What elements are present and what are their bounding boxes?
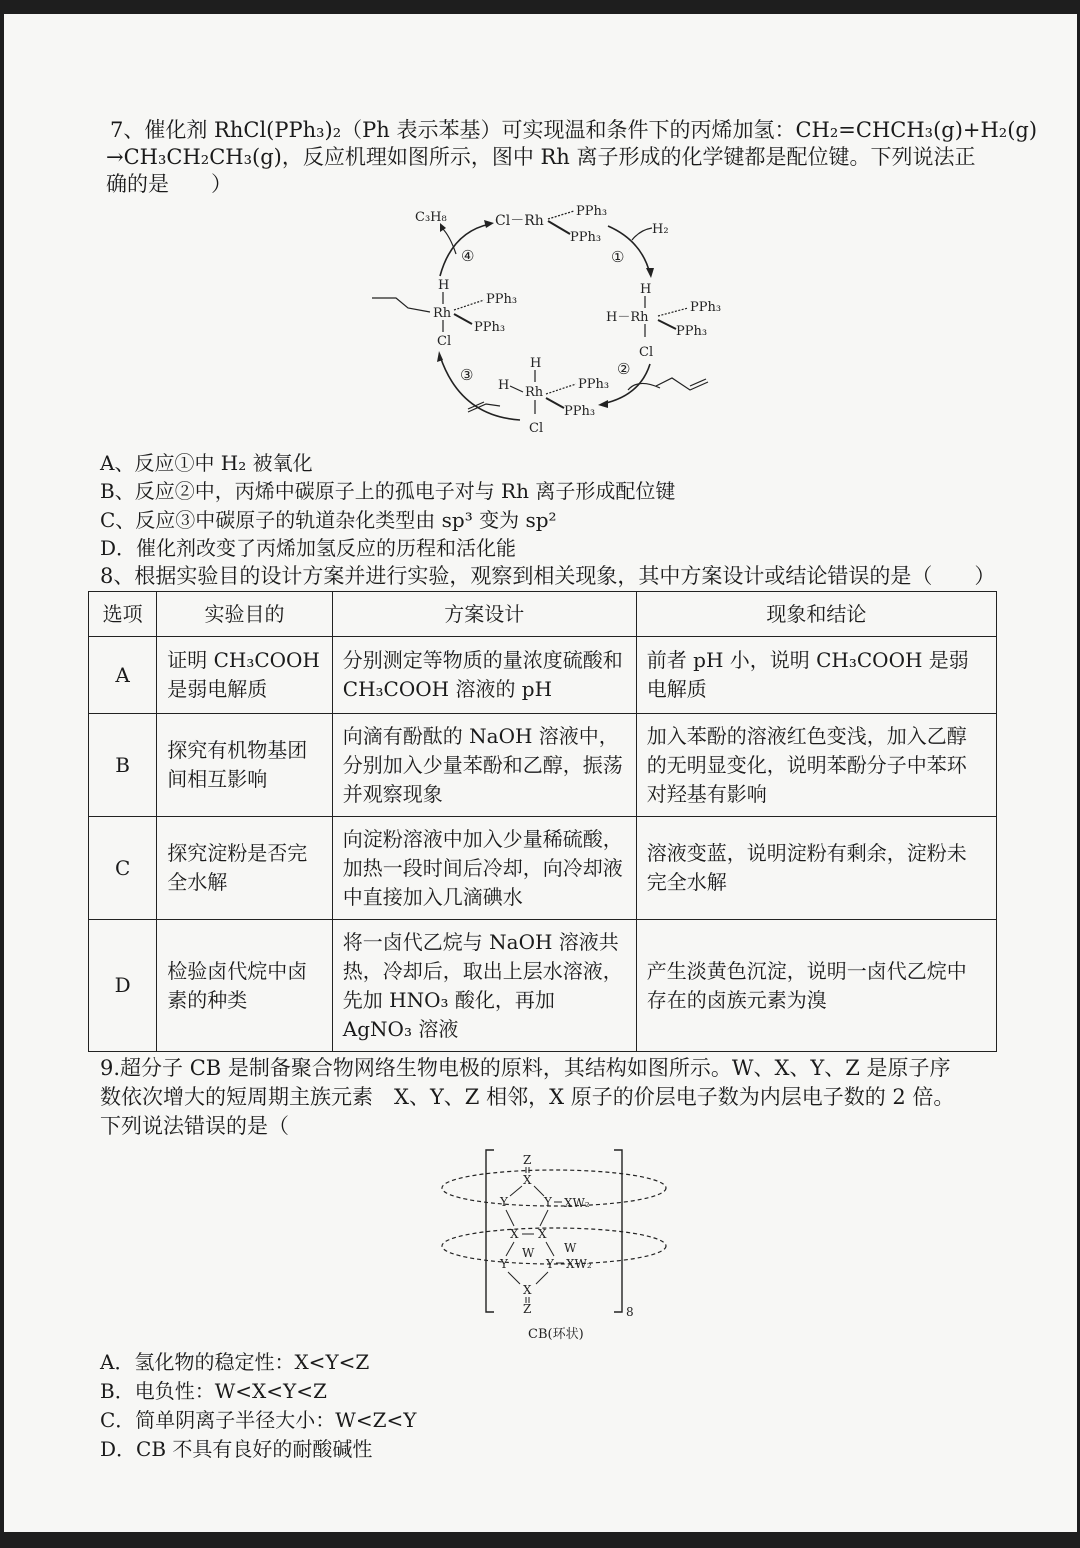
cl-label: Cl <box>437 334 452 349</box>
row-design: 将一卤代乙烷与 NaOH 溶液共热，冷却后，取出上层水溶液，先加 HNO₃ 酸化，再加 AgNO₃ 溶液 <box>332 920 636 1052</box>
row-option: A <box>89 637 157 714</box>
z-label: Z <box>523 1153 532 1167</box>
q9-stem-line1: 9.超分子 CB 是制备聚合物网络生物电极的原料，其结构如图所示。W、X、Y、Z 是原子序 <box>100 1056 951 1080</box>
row-result: 产生淡黄色沉淀，说明一卤代乙烷中存在的卤族元素为溴 <box>636 920 996 1052</box>
table-row <box>89 817 997 920</box>
pph3-label: PPh₃ <box>676 324 708 339</box>
header-goal: 实验目的 <box>157 592 333 637</box>
step-4-label: ④ <box>461 247 475 265</box>
y-label: Y <box>500 1195 508 1209</box>
pph3-label: PPh₃ <box>486 292 518 307</box>
row-goal: 证明 CH₃COOH 是弱电解质 <box>157 637 333 714</box>
rh-label: Rh <box>525 385 544 400</box>
cb-structure-diagram <box>430 1146 670 1346</box>
h-rh-label: H－Rh <box>606 310 649 325</box>
h-label: H <box>640 282 652 297</box>
h2-label: H₂ <box>652 222 669 237</box>
pph3-label: PPh₃ <box>570 230 602 245</box>
cb-caption: CB(环状) <box>528 1327 584 1342</box>
table-row <box>89 714 997 817</box>
step-1-label: ① <box>611 248 625 266</box>
q7-stem-line2: →CH₃CH₂CH₃(g)，反应机理如图所示，图中 Rh 离子形成的化学键都是配位键。下列说法正 <box>106 145 976 169</box>
pph3-label: PPh₃ <box>564 404 596 419</box>
pph3-label: PPh₃ <box>474 320 506 335</box>
q9-option-c: C．简单阴离子半径大小：W<Z<Y <box>100 1408 417 1432</box>
table-row <box>89 637 997 714</box>
pph3-label: PPh₃ <box>690 300 722 315</box>
x-label: X <box>510 1227 519 1241</box>
q9-option-d: D．CB 不具有良好的耐酸碱性 <box>100 1437 373 1461</box>
row-result: 溶液变蓝，说明淀粉有剩余，淀粉未完全水解 <box>636 817 996 920</box>
table-row <box>89 920 997 1052</box>
catalytic-cycle-diagram <box>360 196 740 446</box>
xw2-label: XW₂ <box>564 1196 590 1210</box>
header-option: 选项 <box>89 592 157 637</box>
row-result: 前者 pH 小，说明 CH₃COOH 是弱电解质 <box>636 637 996 714</box>
row-goal: 探究淀粉是否完全水解 <box>157 817 333 920</box>
y-label: Y <box>500 1257 508 1271</box>
q7-stem-line1: 7、催化剂 RhCl(PPh₃)₂（Ph 表示苯基）可实现温和条件下的丙烯加氢：CH₂=CHCH₃(g)+H₂(g) <box>110 118 1038 142</box>
q7-stem-line3: 确的是 ） <box>106 172 232 196</box>
top-complex-label: Cl－Rh <box>495 213 544 229</box>
q9-stem-line2: 数依次增大的短周期主族元素 X、Y、Z 相邻，X 原子的价层电子数为内层电子数的 2 倍。 <box>100 1085 955 1109</box>
pph3-label: PPh₃ <box>576 204 608 219</box>
row-goal: 探究有机物基团间相互影响 <box>157 714 333 817</box>
row-option: D <box>89 920 157 1052</box>
z-label: Z <box>523 1302 532 1316</box>
h-label: H <box>438 278 450 293</box>
row-result: 加入苯酚的溶液红色变浅，加入乙醇的无明显变化，说明苯酚分子中苯环对羟基有影响 <box>636 714 996 817</box>
row-option: C <box>89 817 157 920</box>
q9-stem-line3: 下列说法错误的是（ <box>100 1114 289 1138</box>
rh-label: Rh <box>433 306 452 321</box>
table-header-row <box>89 592 997 637</box>
c3h8-label: C₃H₈ <box>415 210 447 225</box>
row-goal: 检验卤代烷中卤素的种类 <box>157 920 333 1052</box>
q7-option-c: C、反应③中碳原子的轨道杂化类型由 sp³ 变为 sp² <box>100 508 557 532</box>
x-label: X <box>523 1173 532 1187</box>
q8-stem: 8、根据实验目的设计方案并进行实验，观察到相关现象，其中方案设计或结论错误的是（ ） <box>100 564 996 588</box>
x-label: X <box>538 1227 547 1241</box>
row-design: 向滴有酚酞的 NaOH 溶液中，分别加入少量苯酚和乙醇，振荡并观察现象 <box>332 714 636 817</box>
w-label: W <box>564 1241 577 1255</box>
cl-label: Cl <box>529 421 544 436</box>
q9-option-b: B．电负性：W<X<Y<Z <box>100 1379 327 1403</box>
q7-option-b: B、反应②中，丙烯中碳原子上的孤电子对与 Rh 离子形成配位键 <box>100 479 676 503</box>
row-design: 分别测定等物质的量浓度硫酸和 CH₃COOH 溶液的 pH <box>332 637 636 714</box>
q8-table <box>88 591 997 1052</box>
step-3-label: ③ <box>460 366 474 384</box>
y-label: Y <box>546 1257 554 1271</box>
h-label: H <box>498 378 510 393</box>
row-design: 向淀粉溶液中加入少量稀硫酸，加热一段时间后冷却，向冷却液中直接加入几滴碘水 <box>332 817 636 920</box>
q9-option-a: A．氢化物的稳定性：X<Y<Z <box>100 1350 370 1374</box>
xw2-label: XW₂ <box>566 1257 592 1271</box>
y-label: Y <box>544 1195 552 1209</box>
repeat-subscript: 8 <box>626 1305 634 1319</box>
pph3-label: PPh₃ <box>578 377 610 392</box>
h-label: H <box>530 356 542 371</box>
row-option: B <box>89 714 157 817</box>
cl-label: Cl <box>639 345 654 360</box>
step-2-label: ② <box>617 360 631 378</box>
header-design: 方案设计 <box>332 592 636 637</box>
q7-option-a: A、反应①中 H₂ 被氧化 <box>100 451 313 475</box>
q7-option-d: D．催化剂改变了丙烯加氢反应的历程和活化能 <box>100 536 517 560</box>
header-result: 现象和结论 <box>636 592 996 637</box>
w-label: W <box>522 1246 535 1260</box>
x-label: X <box>523 1283 532 1297</box>
